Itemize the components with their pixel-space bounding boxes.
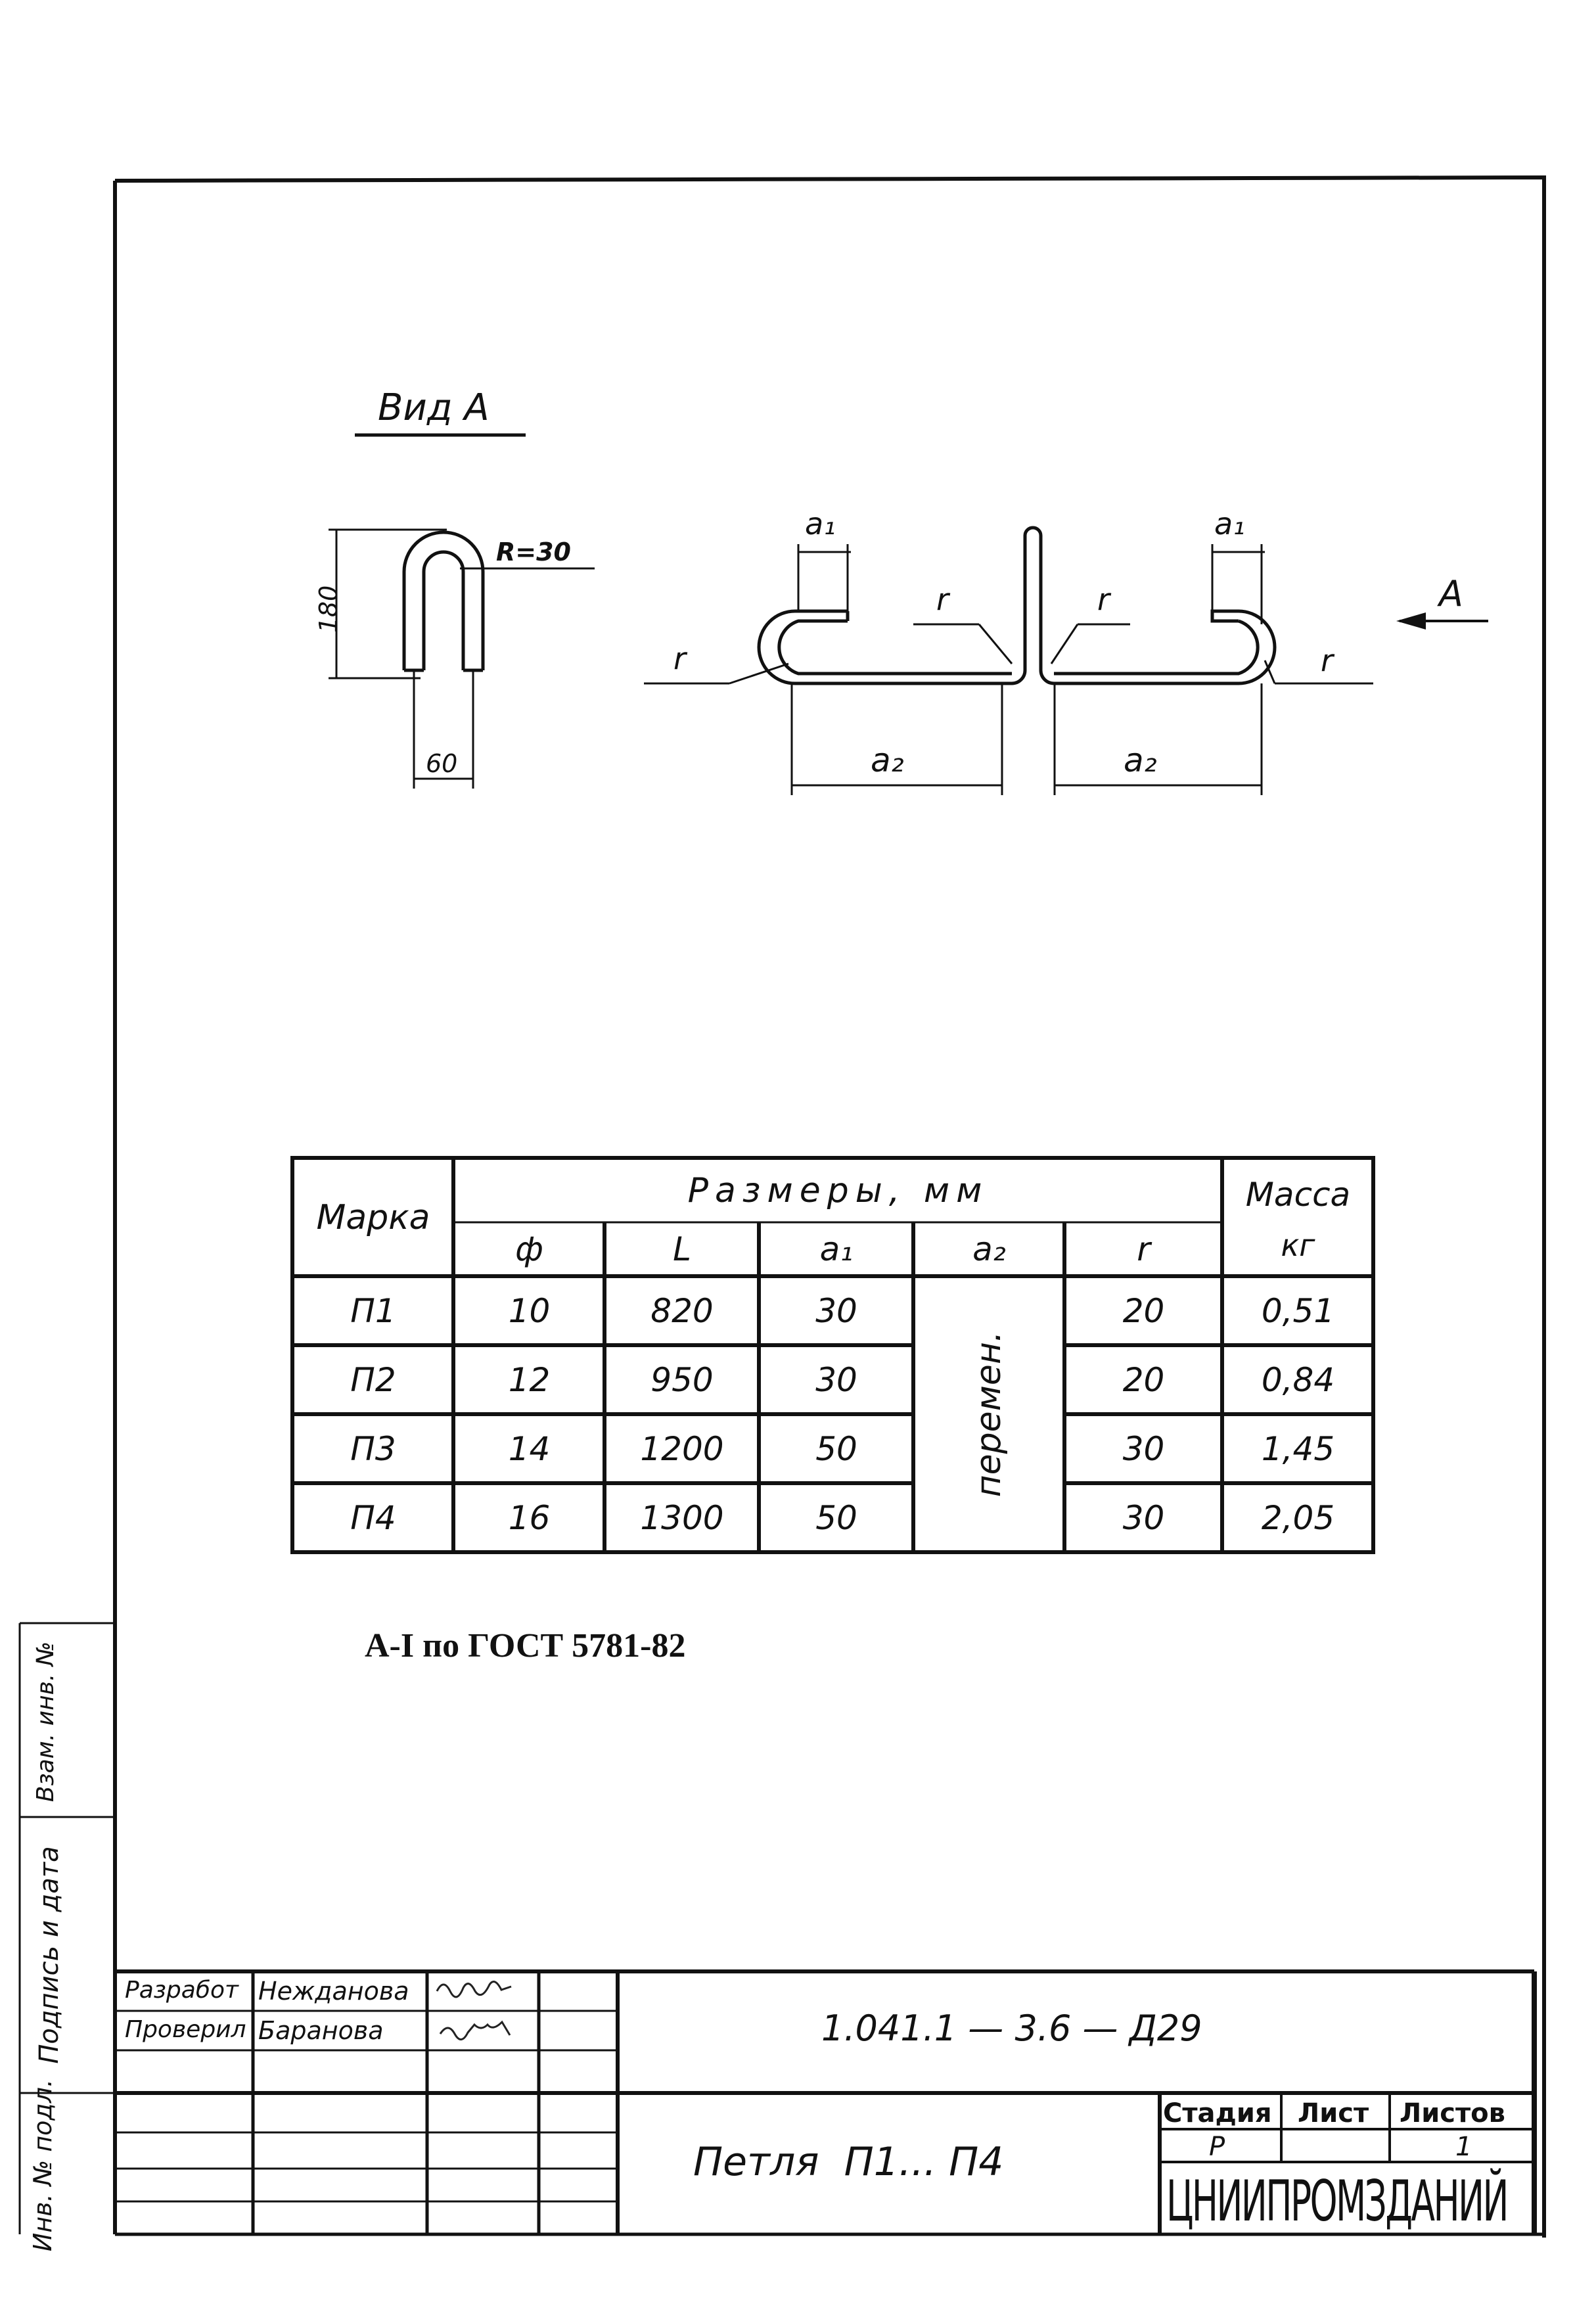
table-row-4-L: 1300 [640, 1499, 724, 1537]
table-row-1-phi: 10 [508, 1292, 551, 1330]
height-dim-label: 180 [314, 585, 343, 633]
side-inv-zam: Взам. инв. № [32, 1641, 59, 1803]
table-head-mass-unit: кг [1281, 1228, 1315, 1263]
a2-label-right: a₂ [1124, 741, 1157, 779]
table-row-2-phi: 12 [508, 1361, 551, 1399]
doc-code: 1.041.1 — 3.6 — Д29 [821, 2008, 1202, 2049]
table-row-4-marka: П4 [350, 1499, 396, 1537]
view-arrow-label: А [1439, 573, 1463, 614]
item-name: Петля П1... П4 [693, 2139, 1004, 2185]
a2-label-left: a₂ [871, 741, 904, 779]
prover-label: Проверил [125, 2016, 246, 2043]
r-label-4: r [1321, 643, 1333, 678]
table-row-3-L: 1200 [640, 1430, 724, 1468]
table-row-3-a1: 50 [815, 1430, 857, 1468]
table-row-2-a1: 30 [815, 1361, 857, 1399]
table-row-4-r: 30 [1122, 1499, 1165, 1537]
stage-label: Стадия [1163, 2098, 1272, 2128]
sheet-label: Лист [1298, 2098, 1369, 2128]
a1-label-left: a₁ [805, 506, 836, 541]
table-row-2-r: 20 [1122, 1361, 1165, 1399]
table-head-marka: Марка [316, 1197, 430, 1237]
table-row-3-phi: 14 [508, 1430, 551, 1468]
table-row-3-mass: 1,45 [1261, 1430, 1335, 1468]
table-row-1-L: 820 [650, 1292, 714, 1330]
table-row-1-mass: 0,51 [1261, 1292, 1335, 1330]
table-a2-merged: перемен. [969, 1331, 1009, 1498]
table-row-1-r: 20 [1122, 1292, 1165, 1330]
table-head-L: L [673, 1230, 691, 1268]
a1-label-right: a₁ [1214, 506, 1245, 541]
table-row-3-r: 30 [1122, 1430, 1165, 1468]
table-head-sizes: Размеры, мм [687, 1170, 989, 1210]
sheets-value: 1 [1455, 2132, 1472, 2162]
side-inv-podl: Инв. № подл. [28, 2079, 57, 2252]
table-row-2-marka: П2 [350, 1361, 396, 1399]
table-row-2-mass: 0,84 [1261, 1361, 1335, 1399]
org-name: ЦНИИПРОМЗДАНИЙ [1166, 2169, 1507, 2234]
table-head-r: r [1137, 1230, 1151, 1268]
radius-label: R=30 [496, 538, 571, 566]
view-title: Вид А [378, 386, 490, 429]
razrab-name: Нежданова [258, 1977, 409, 2006]
stage-value: Р [1209, 2132, 1225, 2162]
table-head-a1: a₁ [819, 1230, 854, 1268]
prover-name: Баранова [258, 2016, 384, 2045]
table-head-phi: ф [515, 1230, 543, 1268]
r-label-2: r [936, 582, 949, 617]
steel-note: A-I по ГОСТ 5781-82 [365, 1627, 686, 1665]
table-row-3-marka: П3 [350, 1430, 396, 1468]
table-row-1-a1: 30 [815, 1292, 857, 1330]
signature-razrab [437, 1982, 511, 1997]
r-label-3: r [1097, 582, 1110, 617]
table-head-mass: Масса [1245, 1175, 1351, 1214]
table-head-a2: a₂ [972, 1230, 1006, 1268]
r-label-1: r [673, 641, 686, 676]
table-row-4-a1: 50 [815, 1499, 857, 1537]
side-sign-date: Подпись и дата [34, 1846, 64, 2064]
table-row-2-L: 950 [650, 1361, 714, 1399]
width-dim-label: 60 [426, 749, 458, 778]
signature-prover [440, 2022, 510, 2040]
table-row-1-marka: П1 [350, 1292, 396, 1330]
razrab-label: Разработ [125, 1977, 239, 2004]
table-row-4-phi: 16 [508, 1499, 551, 1537]
table-row-4-mass: 2,05 [1261, 1499, 1335, 1537]
sheets-label: Листов [1400, 2098, 1505, 2128]
